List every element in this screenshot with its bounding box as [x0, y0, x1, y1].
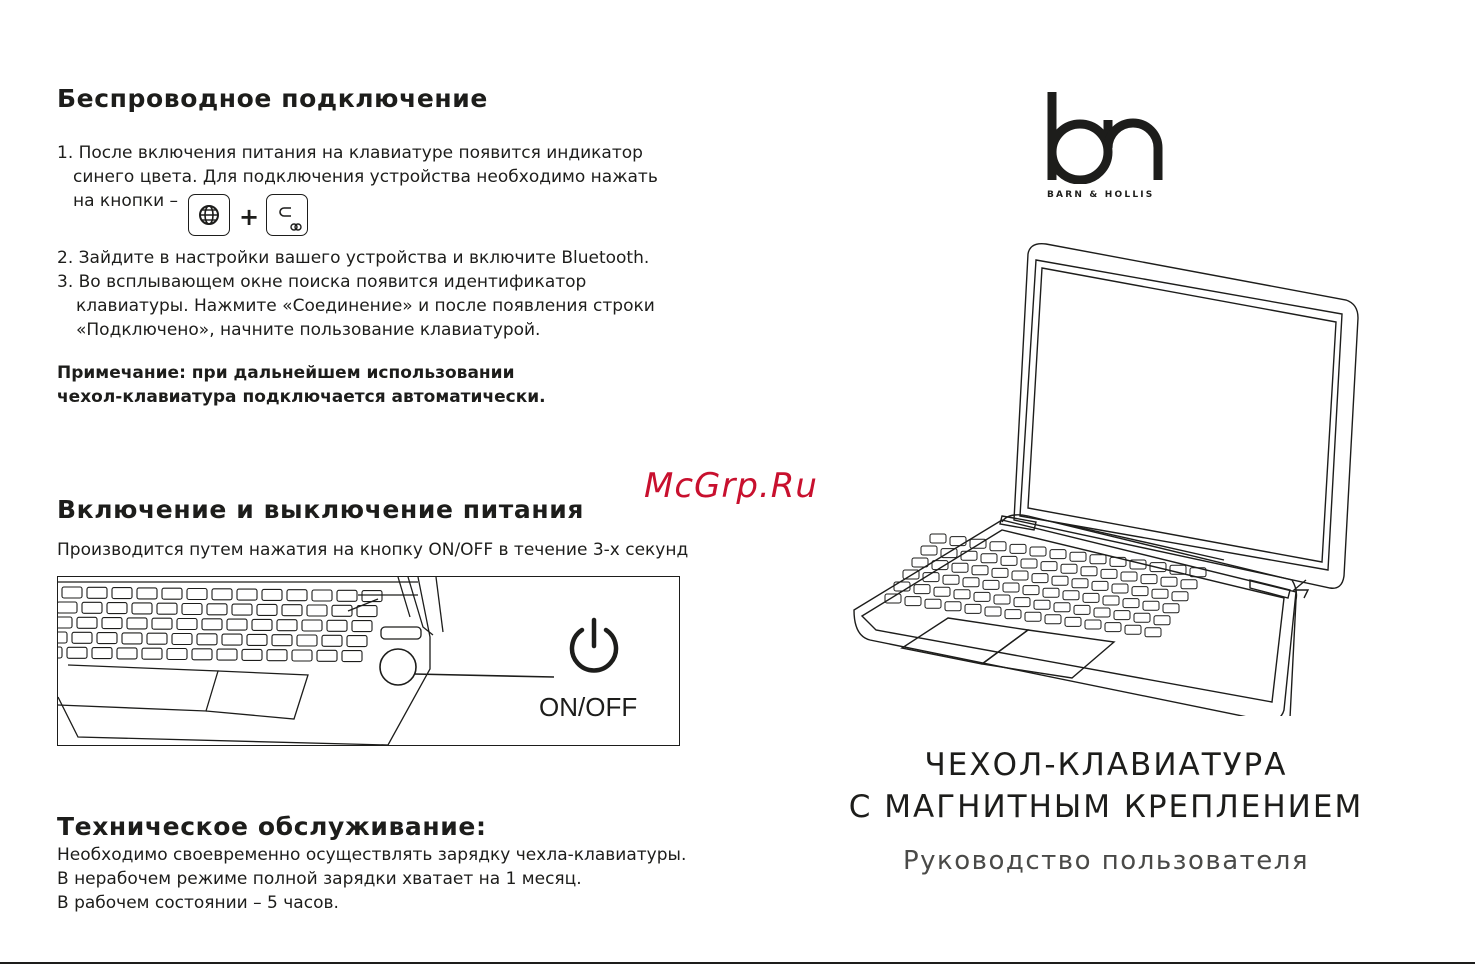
keyboard-key — [961, 551, 977, 560]
keyboard-key — [302, 620, 322, 631]
keyboard-key — [1083, 593, 1099, 602]
keyboard-key — [1163, 604, 1179, 613]
keyboard-key — [317, 650, 337, 661]
keyboard-key — [974, 592, 990, 601]
keyboard-key — [1112, 584, 1128, 593]
keyboard-key — [122, 633, 142, 644]
keyboard-key — [127, 618, 147, 629]
keyboard-key — [981, 554, 997, 563]
keyboard-key — [67, 647, 87, 658]
keyboard-key — [337, 590, 357, 601]
keyboard-key — [885, 594, 901, 603]
note-line2: чехол-клавиатура подключается автоматически. — [57, 387, 546, 407]
plus-sign: + — [239, 203, 260, 231]
keyboard-key — [943, 575, 959, 584]
keyboard-key — [1034, 600, 1050, 609]
keyboard-key — [1070, 552, 1086, 561]
step1-line3: на кнопки – — [73, 191, 179, 211]
keyboard-key — [985, 607, 1001, 616]
keyboard-key — [182, 604, 202, 615]
keyboard-key — [87, 587, 107, 598]
keyboard-key — [914, 585, 930, 594]
keyboard-key — [282, 605, 302, 616]
keyboard-key — [357, 606, 377, 617]
brand-name: BARN & HOLLIS — [1047, 190, 1155, 200]
keyboard-key — [167, 649, 187, 660]
power-text: Производится путем нажатия на кнопку ON/OFF в течение 3-х секунд — [57, 540, 689, 560]
keyboard-key — [267, 650, 287, 661]
keyboard-key — [147, 633, 167, 644]
keyboard-key — [212, 589, 232, 600]
maintenance-heading: Техническое обслуживание: — [57, 812, 487, 841]
keyboard-key — [1105, 623, 1121, 632]
step3-line2: клавиатуры. Нажмите «Соединение» и после появления строки — [76, 296, 655, 316]
keyboard-key — [247, 634, 267, 645]
keyboard-key — [1061, 564, 1077, 573]
keyboard-key — [1003, 583, 1019, 592]
keyboard-key — [1032, 574, 1048, 583]
keyboard-key — [1023, 586, 1039, 595]
keyboard-key — [82, 602, 102, 613]
keyboard-key — [1081, 567, 1097, 576]
keyboard-key — [362, 591, 382, 602]
keyboard-key — [107, 603, 127, 614]
keyboard-key — [1172, 592, 1188, 601]
power-icon — [566, 616, 622, 676]
keyboard-key — [262, 589, 282, 600]
keyboard-key — [1043, 588, 1059, 597]
step2: 2. Зайдите в настройки вашего устройства и включите Bluetooth. — [57, 248, 650, 268]
keyboard-key — [972, 566, 988, 575]
keyboard-key — [352, 621, 372, 632]
step3-line1: 3. Во всплывающем окне поиска появится идентификатор — [57, 272, 587, 292]
bottom-rule — [0, 962, 1475, 964]
keyboard-key — [921, 546, 937, 555]
keyboard-key — [1125, 625, 1141, 634]
step1-line1: 1. После включения питания на клавиатуре появится индикатор — [57, 143, 643, 163]
maintenance-line3: В рабочем состоянии – 5 часов. — [57, 893, 339, 913]
keyboard-key — [950, 537, 966, 546]
keyboard-key — [162, 588, 182, 599]
keyboard-key — [965, 604, 981, 613]
keyboard-key — [1010, 544, 1026, 553]
keyboard-key — [157, 603, 177, 614]
keyboard-key — [1030, 547, 1046, 556]
keyboard-key — [322, 635, 342, 646]
keyboard-key — [1145, 628, 1161, 637]
keyboard-key — [192, 649, 212, 660]
keyboard-key — [257, 604, 277, 615]
keyboard-key — [287, 590, 307, 601]
step3-line3: «Подключено», начните пользование клавиатурой. — [76, 320, 541, 340]
keyboard-key — [58, 647, 62, 658]
keyboard-key — [945, 602, 961, 611]
keyboard-key — [1050, 550, 1066, 559]
keyboard-key — [347, 636, 367, 647]
keyboard-key — [925, 599, 941, 608]
keyboard-key — [207, 604, 227, 615]
keyboard-key — [327, 620, 347, 631]
wireless-heading: Беспроводное подключение — [57, 84, 488, 113]
keyboard-key — [894, 582, 910, 591]
keyboard-key — [227, 619, 247, 630]
keyboard-key — [990, 542, 1006, 551]
keyboard-key — [112, 588, 132, 599]
link-key — [266, 194, 308, 236]
keyboard-key — [1021, 559, 1037, 568]
keyboard-key — [117, 648, 137, 659]
globe-icon — [189, 195, 228, 234]
keyboard-key — [1141, 575, 1157, 584]
onoff-label: ON/OFF — [539, 692, 638, 722]
keyboard-key — [132, 603, 152, 614]
keyboard-key — [1181, 580, 1197, 589]
cover-subtitle: Руководство пользователя — [902, 846, 1310, 876]
keyboard-key — [342, 651, 362, 662]
step1-line2: синего цвета. Для подключения устройства необходимо нажать — [73, 167, 658, 187]
keyboard-key — [963, 578, 979, 587]
keyboard-key — [1132, 587, 1148, 596]
keyboard-key — [1152, 589, 1168, 598]
keyboard-key — [177, 619, 197, 630]
keyboard-key — [1085, 620, 1101, 629]
keyboard-key — [152, 618, 172, 629]
keyboard-key — [1134, 613, 1150, 622]
maintenance-line1: Необходимо своевременно осуществлять зарядку чехла-клавиатуры. — [57, 845, 687, 865]
keyboard-key — [1114, 611, 1130, 620]
keyboard-key — [1025, 612, 1041, 621]
keyboard-key — [1094, 608, 1110, 617]
keyboard-key — [277, 620, 297, 631]
keyboard-key — [312, 590, 332, 601]
keyboard-key — [58, 632, 67, 643]
keyboard-key — [1001, 556, 1017, 565]
keyboard-key — [934, 587, 950, 596]
keyboard-key — [222, 634, 242, 645]
keyboard-key — [197, 634, 217, 645]
keyboard-key — [62, 587, 82, 598]
power-heading: Включение и выключение питания — [57, 495, 584, 524]
keyboard-key — [1143, 601, 1159, 610]
link-icon — [267, 195, 306, 234]
keyboard-key — [1045, 615, 1061, 624]
keyboard-key — [1072, 579, 1088, 588]
keyboard-key — [1090, 555, 1106, 564]
cover-title-line2: С МАГНИТНЫМ КРЕПЛЕНИЕМ — [848, 789, 1364, 825]
keyboard-key — [1012, 571, 1028, 580]
keyboard-key — [1014, 598, 1030, 607]
keyboard-key — [1154, 616, 1170, 625]
keyboard-key — [242, 649, 262, 660]
note-line1: Примечание: при дальнейшем использовании — [57, 363, 515, 383]
watermark: McGrp.Ru — [644, 466, 818, 506]
keyboard-key — [172, 634, 192, 645]
keyboard-key — [952, 563, 968, 572]
keyboard-key — [994, 595, 1010, 604]
keyboard-key — [1065, 617, 1081, 626]
keyboard-key — [137, 588, 157, 599]
keyboard-key — [142, 648, 162, 659]
keyboard-key — [97, 633, 117, 644]
keyboard-key — [992, 568, 1008, 577]
keyboard-key — [1054, 603, 1070, 612]
keyboard-key — [1161, 577, 1177, 586]
keyboard-key — [232, 604, 252, 615]
keyboard-key — [202, 619, 222, 630]
keyboard-key — [58, 602, 77, 613]
keyboard-key — [1121, 572, 1137, 581]
keyboard-key — [237, 589, 257, 600]
keyboard-key — [72, 632, 92, 643]
tablet-keyboard-illustration — [852, 240, 1362, 716]
keyboard-key — [252, 619, 272, 630]
keyboard-key — [77, 617, 97, 628]
keyboard-key — [272, 635, 292, 646]
keyboard-key — [1092, 581, 1108, 590]
keyboard-key — [102, 618, 122, 629]
keyboard-key — [1063, 591, 1079, 600]
keyboard-key — [1123, 599, 1139, 608]
keyboard-key — [58, 617, 72, 628]
keyboard-key — [1041, 562, 1057, 571]
maintenance-line2: В нерабочем режиме полной зарядки хватает на 1 месяц. — [57, 869, 582, 889]
keyboard-key — [930, 534, 946, 543]
keyboard-key — [217, 649, 237, 660]
keyboard-key — [292, 650, 312, 661]
keyboard-key — [187, 589, 207, 600]
cover-title-line1: ЧЕХОЛ-КЛАВИАТУРА — [924, 747, 1288, 783]
keyboard-key — [1074, 605, 1090, 614]
keyboard-key — [1103, 596, 1119, 605]
globe-key — [188, 194, 230, 236]
keyboard-key — [1052, 576, 1068, 585]
keyboard-key — [954, 590, 970, 599]
keyboard-key — [905, 597, 921, 606]
keyboard-key — [92, 648, 112, 659]
keyboard-key — [983, 580, 999, 589]
bh-logo-icon — [1046, 92, 1166, 184]
keyboard-key — [1101, 569, 1117, 578]
keyboard-key — [1005, 610, 1021, 619]
keyboard-key — [307, 605, 327, 616]
keyboard-key — [297, 635, 317, 646]
